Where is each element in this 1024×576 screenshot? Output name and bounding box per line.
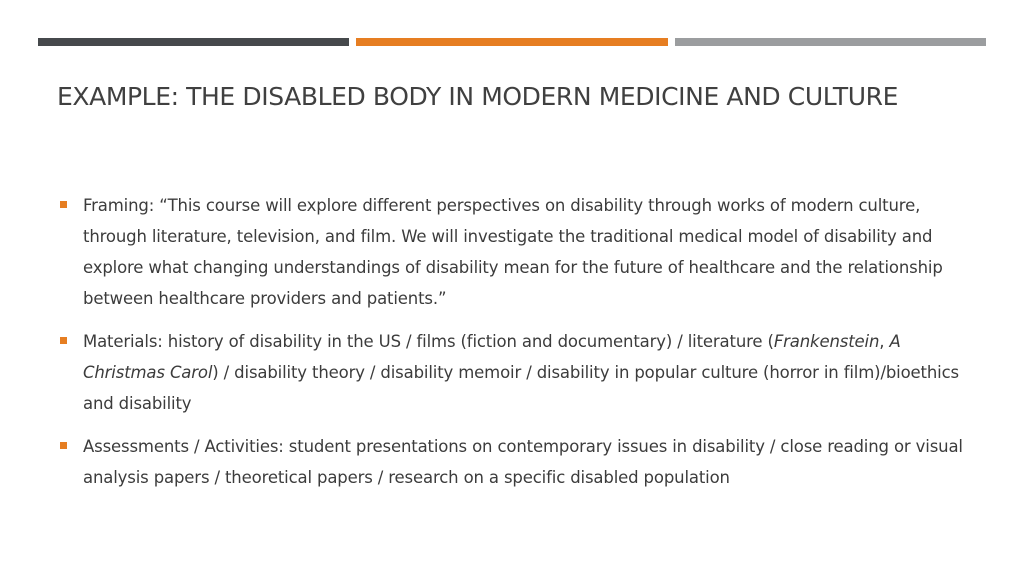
square-bullet-icon bbox=[60, 442, 67, 449]
bullet-list bbox=[57, 190, 972, 505]
header-bar-gray bbox=[675, 38, 986, 46]
header-bar-orange bbox=[356, 38, 667, 46]
bullet-text-assessments: Assessments / Activities: student presentations on contemporary issues in disability / close reading or visual analysis papers / theoretical papers / research on a specific disabled population bbox=[83, 437, 963, 487]
header-bar-dark bbox=[38, 38, 349, 46]
square-bullet-icon bbox=[60, 201, 67, 208]
materials-text-after: ) / disability theory / disability memoir / disability in popular culture (horror in film)/bioethics and disability bbox=[83, 363, 959, 413]
decorative-header-bars bbox=[38, 38, 986, 46]
materials-title-christmas-carol: A Christmas Carol bbox=[83, 332, 901, 382]
materials-text-separator: , bbox=[879, 332, 890, 351]
bullet-text-framing: Framing: “This course will explore different perspectives on disability through works of modern culture, through literature, television, and film. We will investigate the traditional medical model of disability and explore what changing understandings of disability mean for the future of healthcare and the relationship between healthcare providers and patients.” bbox=[83, 196, 943, 308]
bullet-item-materials bbox=[57, 326, 972, 419]
square-bullet-icon bbox=[60, 337, 67, 344]
materials-title-frankenstein: Frankenstein bbox=[773, 332, 880, 351]
bullet-item-framing bbox=[57, 190, 972, 314]
slide-title: EXAMPLE: THE DISABLED BODY IN MODERN MEDICINE AND CULTURE bbox=[57, 82, 898, 111]
bullet-item-assessments bbox=[57, 431, 972, 493]
bullet-text-materials bbox=[83, 332, 959, 413]
materials-text-before: Materials: history of disability in the US / films (fiction and documentary) / literature ( bbox=[83, 332, 774, 351]
